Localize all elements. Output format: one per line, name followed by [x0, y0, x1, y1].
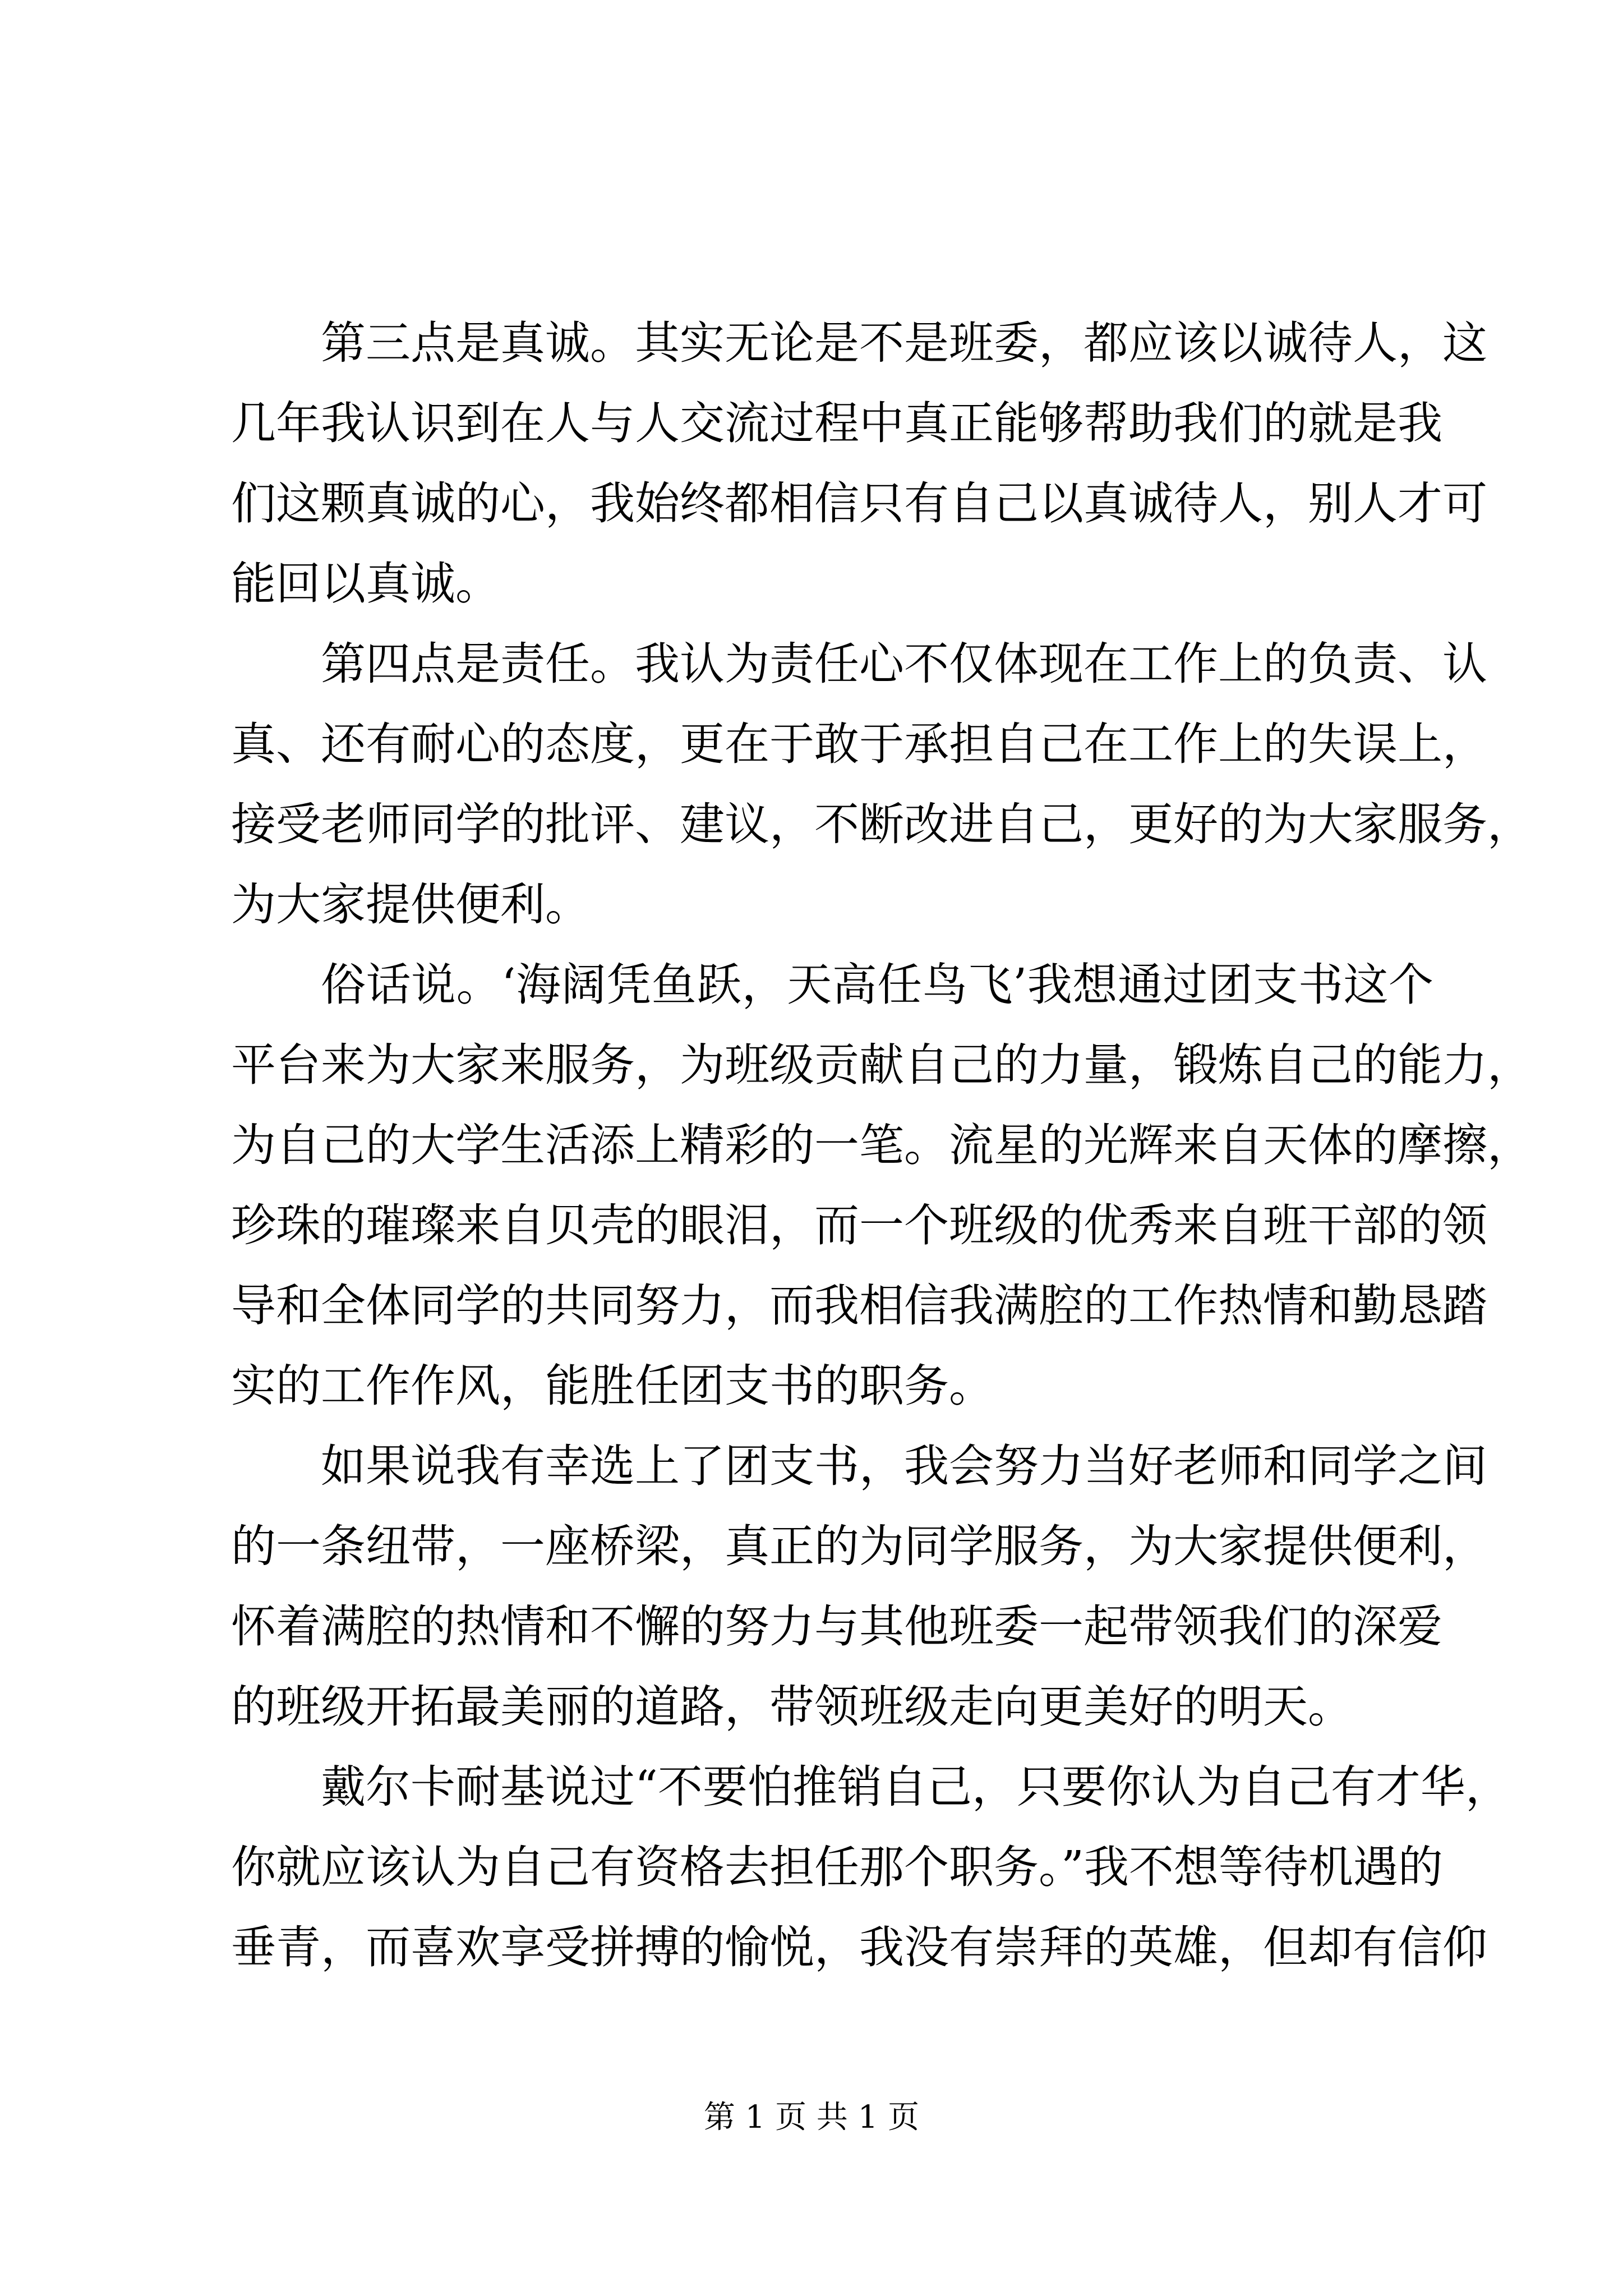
text-line: 真、还有耐心的态度，更在于敢于承担自己在工作上的失误上， — [231, 718, 1487, 770]
text-line: 为自己的大学生活添上精彩的一笔。流星的光辉来自天体的摩擦， — [231, 1119, 1532, 1171]
text-line: 如果说我有幸选上了团支书，我会努力当好老师和同学之间 — [321, 1440, 1487, 1492]
text-line: 戴尔卡耐基说过“不要怕推销自己，只要你认为自己有才华， — [321, 1761, 1510, 1813]
paragraph-carnegie-quote — [231, 1747, 1510, 1987]
page-footer: 第 1 页 共 1 页 — [703, 2099, 920, 2136]
text-line: 们这颗真诚的心，我始终都相信只有自己以真诚待人，别人才可 — [231, 477, 1487, 530]
text-line: 第三点是真诚。其实无论是不是班委，都应该以诚待人，这 — [321, 317, 1487, 369]
text-line: 珍珠的璀璨来自贝壳的眼泪，而一个班级的优秀来自班干部的领 — [231, 1199, 1487, 1251]
text-line: 俗话说。‘海阔凭鱼跃，天高任鸟飞’我想通过团支书这个 — [321, 959, 1433, 1011]
text-line: 平台来为大家来服务，为班级贡献自己的力量，锻炼自己的能力， — [231, 1039, 1532, 1091]
text-line: 几年我认识到在人与人交流过程中真正能够帮助我们的就是我 — [231, 397, 1442, 449]
text-line: 导和全体同学的共同努力，而我相信我满腔的工作热情和勤恳踏 — [231, 1280, 1487, 1332]
text-line: 的一条纽带，一座桥梁，真正的为同学服务，为大家提供便利， — [231, 1520, 1487, 1572]
text-line: 第四点是责任。我认为责任心不仅体现在工作上的负责、认 — [321, 638, 1487, 690]
text-line: 接受老师同学的批评、建议，不断改进自己，更好的为大家服务， — [231, 798, 1532, 850]
text-line: 实的工作作风，能胜任团支书的职务。 — [231, 1360, 994, 1412]
paragraph-if-elected — [231, 1426, 1487, 1747]
text-line: 为大家提供便利。 — [231, 878, 590, 931]
text-line: 垂青，而喜欢享受拼搏的愉悦，我没有崇拜的英雄，但却有信仰 — [231, 1921, 1487, 1973]
paragraph-sincerity — [231, 303, 1487, 624]
text-line: 能回以真诚。 — [231, 558, 500, 610]
paragraph-proverb — [231, 945, 1532, 1426]
document-body — [231, 303, 1532, 1987]
text-line: 的班级开拓最美丽的道路，带领班级走向更美好的明天。 — [231, 1681, 1353, 1733]
text-line: 怀着满腔的热情和不懈的努力与其他班委一起带领我们的深爱 — [231, 1600, 1442, 1653]
paragraph-responsibility — [231, 624, 1532, 945]
text-line: 你就应该认为自己有资格去担任那个职务。”我不想等待机遇的 — [231, 1841, 1443, 1893]
